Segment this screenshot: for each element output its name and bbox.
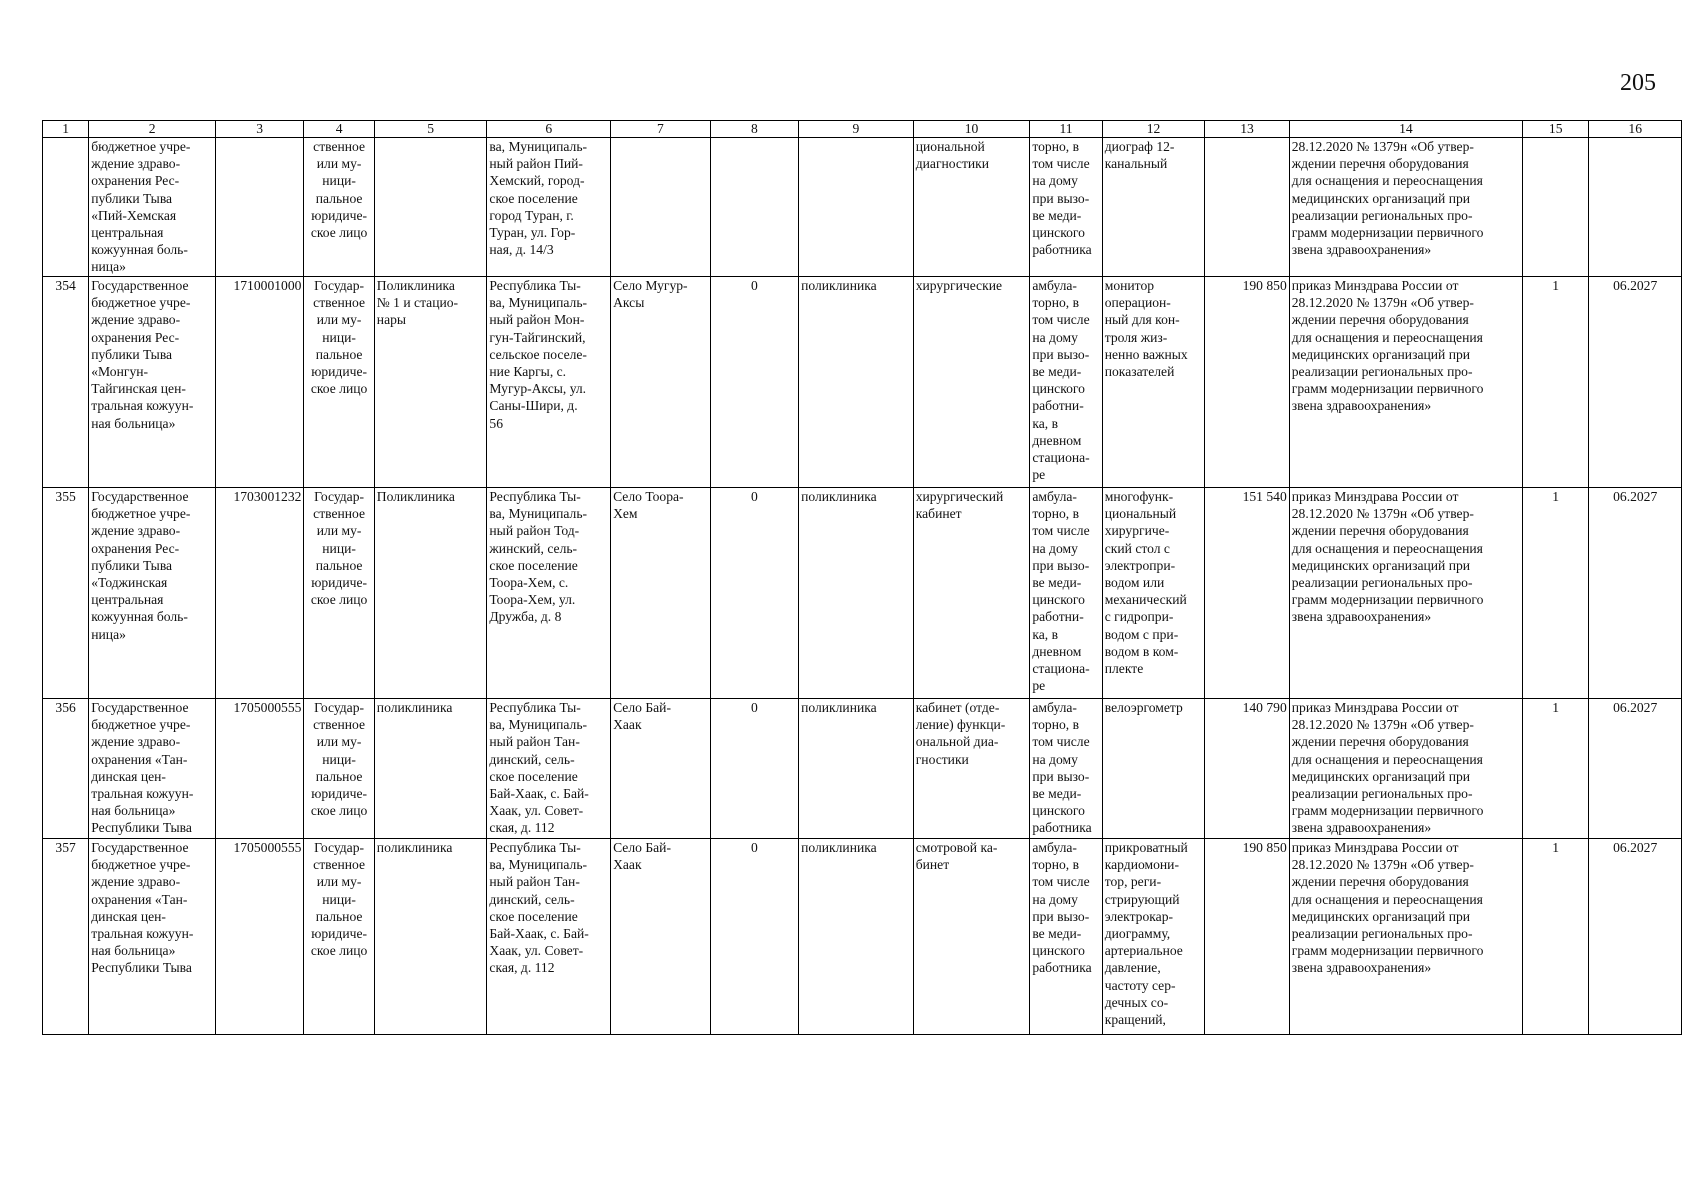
settlement: Село Тоора- Хем — [611, 488, 711, 699]
table-row — [43, 488, 1682, 699]
cell-col12: велоэргометр — [1102, 699, 1205, 839]
cell-col16: 06.2027 — [1589, 839, 1682, 1035]
column-header: 5 — [374, 121, 487, 138]
page-number: 205 — [1620, 70, 1656, 96]
cell-col13: 140 790 — [1205, 699, 1289, 839]
institution-name: Государственное бюджетное учре- ждение здраво- охранения Рес- публики Тыва «Тоджинская центральная кожуунная боль- ница» — [89, 488, 216, 699]
subdivision: поликлиника — [374, 839, 487, 1035]
cell-col13 — [1205, 138, 1289, 277]
cell-col8: 0 — [710, 277, 798, 488]
subdivision: Поликлиника — [374, 488, 487, 699]
address: ва, Муниципаль- ный район Пий- Хемский, город- ское поселение город Туран, г. Туран, ул. Гор- ная, д. 14/3 — [487, 138, 611, 277]
column-header: 8 — [710, 121, 798, 138]
cell-col8: 0 — [710, 699, 798, 839]
table-row — [43, 138, 1682, 277]
column-header: 13 — [1205, 121, 1289, 138]
column-header: 11 — [1030, 121, 1102, 138]
cell-col14: 28.12.2020 № 1379н «Об утвер- ждении перечня оборудования для оснащения и переоснащения медицинских организаций при реализации региональных про- грамм модернизации первичного звена здравоохранения» — [1289, 138, 1522, 277]
cell-col13: 190 850 — [1205, 277, 1289, 488]
cell-col9: поликлиника — [799, 488, 914, 699]
cell-col12: монитор операцион- ный для кон- троля жиз- ненно важных показателей — [1102, 277, 1205, 488]
column-header: 7 — [611, 121, 711, 138]
institution-name: Государственное бюджетное учре- ждение здраво- охранения «Тан- динская цен- тральная кожуун- ная больница» Республики Тыва — [89, 839, 216, 1035]
cell-col15 — [1523, 138, 1589, 277]
address: Республика Ты- ва, Муниципаль- ный район Тод- жинский, сель- ское поселение Тоора-Хем, с. Тоора-Хем, ул. Дружба, д. 8 — [487, 488, 611, 699]
cell-col8: 0 — [710, 839, 798, 1035]
cell-col11: амбула- торно, в том числе на дому при вызо- ве меди- цинского работника — [1030, 699, 1102, 839]
cell-col9: поликлиника — [799, 699, 914, 839]
row-number: 356 — [43, 699, 89, 839]
cell-col10: циональной диагностики — [913, 138, 1030, 277]
cell-col14: приказ Минздрава России от 28.12.2020 № 1379н «Об утвер- ждении перечня оборудования для оснащения и переоснащения медицинских организаций при реализации региональных про- грамм модернизации первичного звена здравоохранения» — [1289, 277, 1522, 488]
cell-col14: приказ Минздрава России от 28.12.2020 № 1379н «Об утвер- ждении перечня оборудования для оснащения и переоснащения медицинских организаций при реализации региональных про- грамм модернизации первичного звена здравоохранения» — [1289, 839, 1522, 1035]
cell-col16: 06.2027 — [1589, 699, 1682, 839]
cell-col9: поликлиника — [799, 839, 914, 1035]
column-header: 3 — [215, 121, 303, 138]
legal-form: Государ- ственное или му- ници- пальное юридиче- ское лицо — [304, 699, 374, 839]
cell-col12: диограф 12- канальный — [1102, 138, 1205, 277]
equipment-table — [42, 120, 1682, 1035]
inn-code — [215, 138, 303, 277]
cell-col14: приказ Минздрава России от 28.12.2020 № 1379н «Об утвер- ждении перечня оборудования для оснащения и переоснащения медицинских организаций при реализации региональных про- грамм модернизации первичного звена здравоохранения» — [1289, 488, 1522, 699]
subdivision: поликлиника — [374, 699, 487, 839]
legal-form: ственное или му- ници- пальное юридиче- ское лицо — [304, 138, 374, 277]
cell-col9 — [799, 138, 914, 277]
cell-col10: кабинет (отде- ление) функци- ональной диа- гностики — [913, 699, 1030, 839]
cell-col15: 1 — [1523, 699, 1589, 839]
cell-col16 — [1589, 138, 1682, 277]
cell-col15: 1 — [1523, 488, 1589, 699]
column-header: 10 — [913, 121, 1030, 138]
cell-col16: 06.2027 — [1589, 277, 1682, 488]
legal-form: Государ- ственное или му- ници- пальное юридиче- ское лицо — [304, 488, 374, 699]
settlement: Село Мугур- Аксы — [611, 277, 711, 488]
column-header: 2 — [89, 121, 216, 138]
cell-col8: 0 — [710, 488, 798, 699]
cell-col11: амбула- торно, в том числе на дому при вызо- ве меди- цинского работни- ка, в дневном стациона- ре — [1030, 277, 1102, 488]
row-number — [43, 138, 89, 277]
inn-code: 1705000555 — [215, 699, 303, 839]
column-header: 16 — [1589, 121, 1682, 138]
row-number: 354 — [43, 277, 89, 488]
inn-code: 1705000555 — [215, 839, 303, 1035]
settlement: Село Бай- Хаак — [611, 699, 711, 839]
settlement — [611, 138, 711, 277]
cell-col12: многофунк- циональный хирургиче- ский стол с электропри- водом или механический с гидропри- водом с при- водом в ком- плекте — [1102, 488, 1205, 699]
cell-col11: торно, в том числе на дому при вызо- ве меди- цинского работника — [1030, 138, 1102, 277]
subdivision: Поликлиника № 1 и стацио- нары — [374, 277, 487, 488]
inn-code: 1703001232 — [215, 488, 303, 699]
cell-col9: поликлиника — [799, 277, 914, 488]
table-row — [43, 277, 1682, 488]
legal-form: Государ- ственное или му- ници- пальное юридиче- ское лицо — [304, 839, 374, 1035]
inn-code: 1710001000 — [215, 277, 303, 488]
settlement: Село Бай- Хаак — [611, 839, 711, 1035]
column-header: 4 — [304, 121, 374, 138]
column-header: 1 — [43, 121, 89, 138]
institution-name: бюджетное учре- ждение здраво- охранения Рес- публики Тыва «Пий-Хемская центральная кожуунная боль- ница» — [89, 138, 216, 277]
cell-col14: приказ Минздрава России от 28.12.2020 № 1379н «Об утвер- ждении перечня оборудования для оснащения и переоснащения медицинских организаций при реализации региональных про- грамм модернизации первичного звена здравоохранения» — [1289, 699, 1522, 839]
institution-name: Государственное бюджетное учре- ждение здраво- охранения «Тан- динская цен- тральная кожуун- ная больница» Республики Тыва — [89, 699, 216, 839]
table-row — [43, 839, 1682, 1035]
column-header: 12 — [1102, 121, 1205, 138]
column-header: 6 — [487, 121, 611, 138]
cell-col11: амбула- торно, в том числе на дому при вызо- ве меди- цинского работника — [1030, 839, 1102, 1035]
institution-name: Государственное бюджетное учре- ждение здраво- охранения Рес- публики Тыва «Монгун- Тайгинская цен- тральная кожуун- ная больница» — [89, 277, 216, 488]
legal-form: Государ- ственное или му- ници- пальное юридиче- ское лицо — [304, 277, 374, 488]
cell-col10: хирургические — [913, 277, 1030, 488]
address: Республика Ты- ва, Муниципаль- ный район Тан- динский, сель- ское поселение Бай-Хаак, с. Бай- Хаак, ул. Совет- ская, д. 112 — [487, 839, 611, 1035]
row-number: 357 — [43, 839, 89, 1035]
cell-col13: 151 540 — [1205, 488, 1289, 699]
cell-col15: 1 — [1523, 277, 1589, 488]
cell-col13: 190 850 — [1205, 839, 1289, 1035]
cell-col8 — [710, 138, 798, 277]
subdivision — [374, 138, 487, 277]
column-number-header — [43, 121, 1682, 138]
cell-col16: 06.2027 — [1589, 488, 1682, 699]
column-header: 9 — [799, 121, 914, 138]
cell-col15: 1 — [1523, 839, 1589, 1035]
column-header: 15 — [1523, 121, 1589, 138]
address: Республика Ты- ва, Муниципаль- ный район Тан- динский, сель- ское поселение Бай-Хаак, с. Бай- Хаак, ул. Совет- ская, д. 112 — [487, 699, 611, 839]
cell-col12: прикроватный кардиомони- тор, реги- стрирующий электрокар- диограмму, артериальное давление, частоту сер- дечных со- кращений, — [1102, 839, 1205, 1035]
cell-col10: хирургический кабинет — [913, 488, 1030, 699]
table-row — [43, 699, 1682, 839]
column-header: 14 — [1289, 121, 1522, 138]
cell-col11: амбула- торно, в том числе на дому при вызо- ве меди- цинского работни- ка, в дневном стациона- ре — [1030, 488, 1102, 699]
cell-col10: смотровой ка- бинет — [913, 839, 1030, 1035]
row-number: 355 — [43, 488, 89, 699]
address: Республика Ты- ва, Муниципаль- ный район Мон- гун-Тайгинский, сельское поселе- ние Каргы, с. Мугур-Аксы, ул. Саны-Шири, д. 56 — [487, 277, 611, 488]
